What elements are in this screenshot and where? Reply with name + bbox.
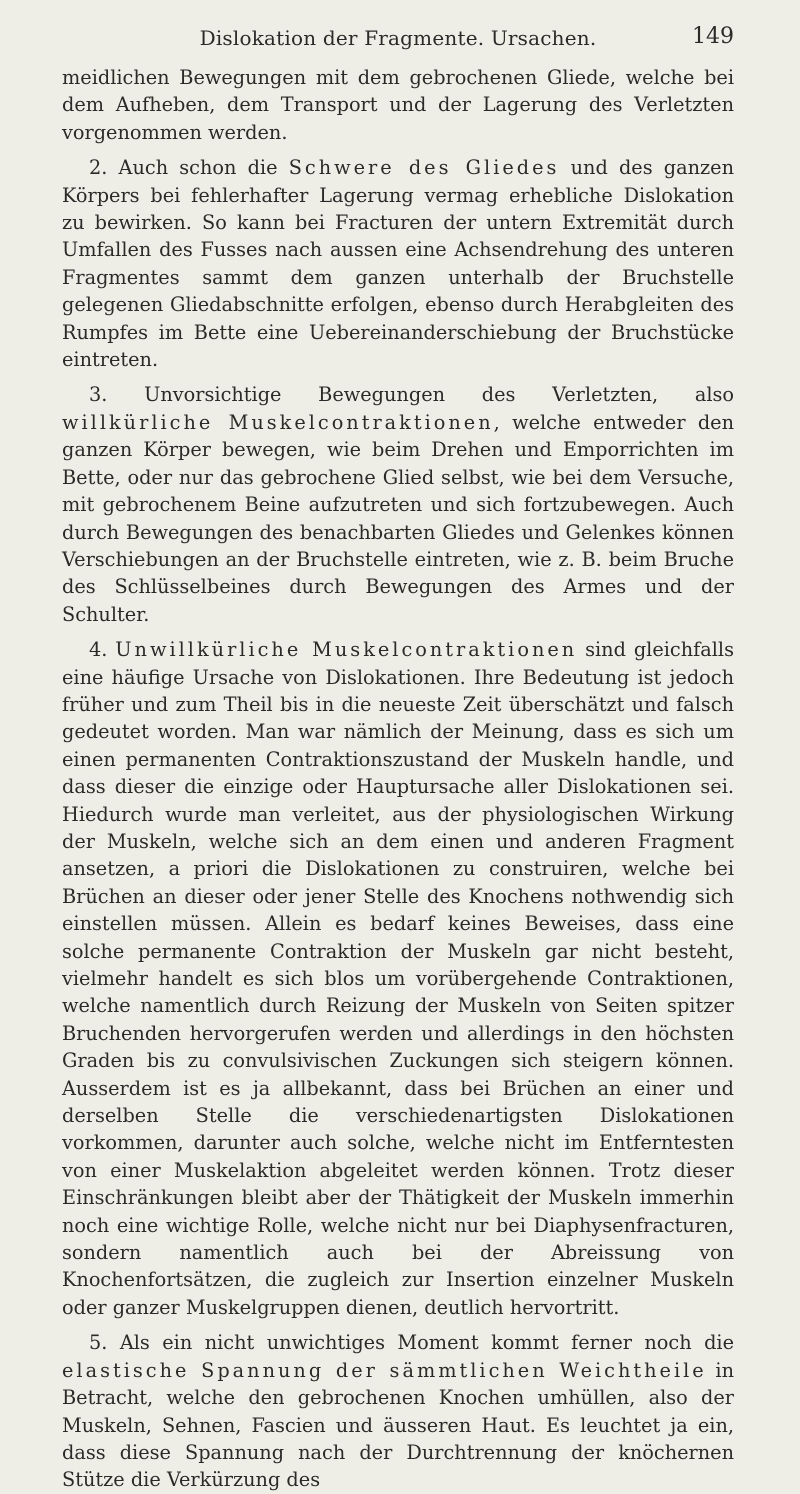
text-run: 2. Auch schon die xyxy=(89,156,289,180)
spaced-term: elastische Spannung der sämmtlichen Weichtheile xyxy=(62,1358,707,1382)
paragraph-5 xyxy=(62,1329,734,1493)
spaced-term: Unwillkürliche Muskelcontraktionen xyxy=(115,638,578,662)
text-run: 3. Unvorsichtige Bewegungen des Verletzten, also xyxy=(89,383,734,407)
text-run: in Betracht, welche den gebrochenen Knochen umhüllen, also der Muskeln, Sehnen, Fascien und äusseren Haut. Es leuchtet ja ein, dass diese Spannung nach der Durchtrennung der knöchernen Stütze die Verkürzung des xyxy=(62,1358,734,1492)
running-title: Dislokation der Fragmente. Ursachen. xyxy=(199,26,597,50)
text-run: sind gleichfalls eine häufige Ursache von Dislokationen. Ihre Bedeutung ist jedoch früher und zum Theil bis in die neueste Zeit überschätzt und falsch gedeutet worden. Man war nämlich der Meinung, dass es sich um einen permanenten Contraktionszustand der Muskeln handle, und dass dieser die einzige oder Hauptursache aller Dislokationen sei. Hiedurch wurde man verleitet, aus der physiologischen Wirkung der Muskeln, welche sich an dem einen und anderen Fragment ansetzen, a priori die Dislokationen zu construiren, welche bei Brüchen an dieser oder jener Stelle des Knochens nothwendig sich einstellen müssen. Allein es bedarf keines Beweises, dass eine solche permanente Contraktion der Muskeln gar nicht besteht, vielmehr handelt es sich blos um vorübergehende Contraktionen, welche namentlich durch Reizung der Muskeln von Seiten spitzer Bruchenden hervorgerufen werden und allerdings in den höchsten Graden bis zu convulsivischen Zuckungen sich steigern können. Ausserdem ist es ja allbekannt, dass bei Brüchen an einer und derselben Stelle die verschiedenartigsten Dislokationen vorkommen, darunter auch solche, welche nicht im Entferntesten von einer Muskelaktion abgeleitet werden können. Trotz dieser Einschränkungen bleibt aber der Thätigkeit der Muskeln immerhin noch eine wichtige Rolle, welche nicht nur bei Diaphysenfracturen, sondern namentlich auch bei der Abreissung von Knochenfortsätzen, die zugleich zur Insertion einzelner Muskeln oder ganzer Muskelgruppen dienen, deutlich hervortritt. xyxy=(62,638,734,1319)
page-number: 149 xyxy=(692,24,734,49)
text-run: meidlichen Bewegungen mit dem gebrochenen Gliede, welche bei dem Aufheben, dem Transport und der Lagerung des Verletzten vorgenommen werden. xyxy=(62,66,734,144)
paragraph-3 xyxy=(62,381,734,628)
text-run: und des ganzen Körpers bei fehlerhafter Lagerung vermag erhebliche Dislokation zu bewirken. So kann bei Fracturen der untern Extremität durch Umfallen des Fusses nach aussen eine Achsendrehung des unteren Fragmentes sammt dem ganzen unterhalb der Bruchstelle gelegenen Gliedabschnitte erfolgen, ebenso durch Herabgleiten des Rumpfes im Bette eine Uebereinanderschiebung der Bruchstücke eintreten. xyxy=(62,156,735,372)
running-head xyxy=(62,0,734,64)
paragraph-4 xyxy=(62,636,734,1321)
paragraph-continuation xyxy=(62,64,734,146)
text-run: , welche entweder den ganzen Körper bewegen, wie beim Drehen und Emporrichten im Bette, oder nur das gebrochene Glied selbst, wie bei dem Versuche, mit gebrochenem Beine aufzutreten und sich fortzubewegen. Auch durch Bewegungen des benachbarten Gliedes und Gelenkes können Verschiebungen an der Bruchstelle eintreten, wie z. B. beim Bruche des Schlüsselbeines durch Bewegungen des Armes und der Schulter. xyxy=(62,410,735,626)
body-text xyxy=(62,64,734,1494)
text-run: 5. Als ein nicht unwichtiges Moment kommt ferner noch die xyxy=(89,1331,734,1355)
spaced-term: willkürliche Muskelcontraktionen xyxy=(62,410,494,434)
paragraph-2 xyxy=(62,154,734,373)
text-run: 4. xyxy=(89,638,116,662)
spaced-term: Schwere des Gliedes xyxy=(288,156,560,180)
